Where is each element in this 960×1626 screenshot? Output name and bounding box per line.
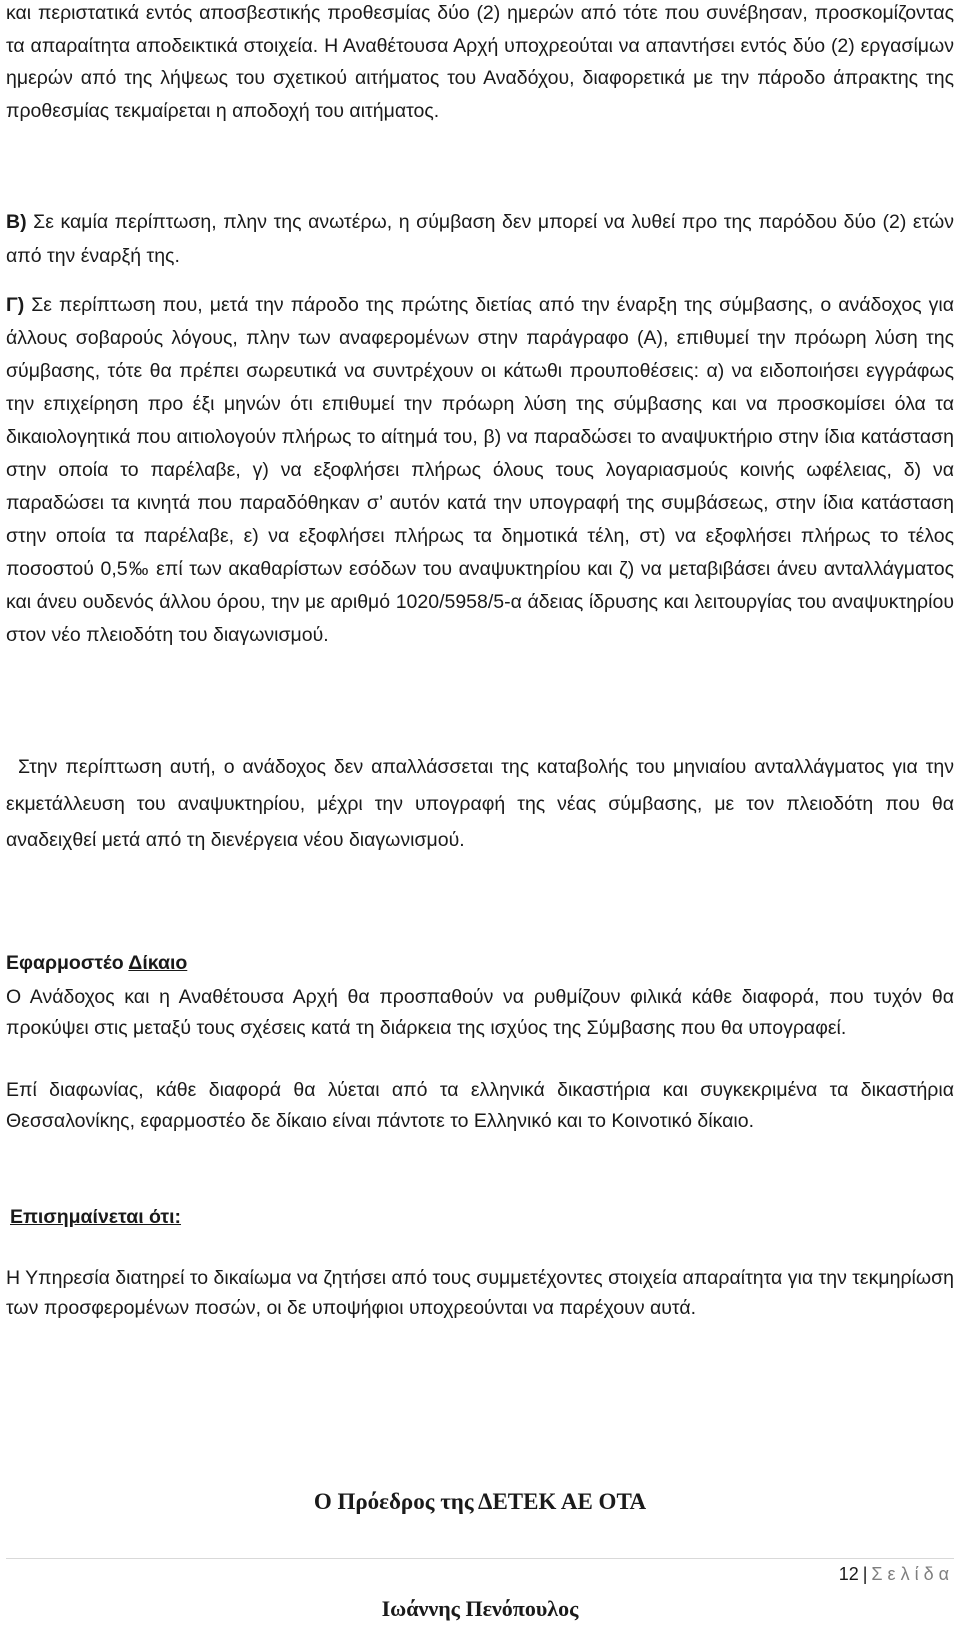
page-label: Σελίδα bbox=[871, 1564, 954, 1584]
applicable-law-heading-part1: Εφαρμοστέο bbox=[6, 952, 129, 974]
applicable-law-paragraph-1: Ο Ανάδοχος και η Αναθέτουσα Αρχή θα προσπαθούν να ρυθμίζουν φιλικά κάθε διαφορά, που τυχόν θα προκύψει στις μεταξύ τους σχέσεις κατά τη διάρκεια της ισχύος της Σύμβασης που θα υπογραφεί. bbox=[6, 986, 954, 1039]
paragraph-c-label: Γ) bbox=[6, 294, 25, 316]
signatory-name: Ιωάννης Πενόπουλος bbox=[381, 1596, 579, 1621]
applicable-law-heading-part2: Δίκαιο bbox=[128, 952, 188, 974]
paragraph-b-label: Β) bbox=[6, 211, 27, 233]
paragraph-b bbox=[6, 205, 954, 273]
page-separator: | bbox=[862, 1564, 868, 1584]
signatory-title: Ο Πρόεδρος της ΔΕΤΕΚ ΑΕ ΟΤΑ bbox=[313, 1489, 647, 1514]
notice-heading: Επισημαίνεται ότι: bbox=[10, 1206, 182, 1228]
paragraph-c-text: Σε περίπτωση που, μετά την πάροδο της πρώτης διετίας από την έναρξη της σύμβασης, ο ανάδοχος για άλλους σοβαρούς λόγους, πλην των αναφερομένων στην παράγραφο (Α), επιθυμεί την πρόωρη λύση της σύμβασης, τότε θα πρέπει σωρευτικά να συντρέχουν οι κάτωθι προυποθέσεις: α) να ειδοποιήσει εγγράφως την επιχείρηση προ έξι μηνών ότι επιθυμεί την πρόωρη λύση της σύμβασης και να προσκομίσει όλα τα δικαιολογητικά που αιτιολογούν πλήρως το αίτημά του, β) να παραδώσει το αναψυκτήριο στην ίδια κατάσταση στην οποία το παρέλαβε, γ) να εξοφλήσει πλήρως όλους τους λογαριασμούς κοινής ωφέλειας, δ) να παραδώσει τα κινητά που παραδόθηκαν σ’ αυτόν κατά την υπογραφή της συμβάσεως, στην ίδια κατάσταση στην οποία τα παρέλαβε, ε) να εξοφλήσει πλήρως τα δημοτικά τέλη, στ) να εξοφλήσει πλήρως το τέλος ποσοστού 0,5‰ επί των ακαθαρίστων εσόδων του αναψυκτηρίου και ζ) να μεταβιβάσει άνευ ανταλλάγματος και άνευ ουδενός άλλου όρου, την με αριθμό 1020/5958/5-α άδειας ίδρυσης και λειτουργίας του αναψυκτηρίου στον νέο πλειοδότη του διαγωνισμού. bbox=[6, 294, 954, 646]
paragraph-c bbox=[6, 289, 954, 652]
paragraph-b-text: Σε καμία περίπτωση, πλην της ανωτέρω, η σύμβαση δεν μπορεί να λυθεί προ της παρόδου δύο (2) ετών από την έναρξή της. bbox=[6, 211, 955, 267]
applicable-law-paragraph-2: Επί διαφωνίας, κάθε διαφορά θα λύεται από τα ελληνικά δικαστήρια και συγκεκριμένα τα δικαστήρια Θεσσαλονίκης, εφαρμοστέο δε δίκαιο είναι πάντοτε το Ελληνικό και το Κοινοτικό δίκαιο. bbox=[6, 1079, 954, 1132]
page-number: 12 bbox=[838, 1564, 859, 1584]
paragraph-continuation: και περιστατικά εντός αποσβεστικής προθεσμίας δύο (2) ημερών από τότε που συνέβησαν, προσκομίζοντας τα απαραίτητα αποδεικτικά στοιχεία. Η Αναθέτουσα Αρχή υποχρεούται να απαντήσει εντός δύο (2) εργασίμων ημερών από της λήψεως του σχετικού αιτήματος του Αναδόχου, διαφορετικά με την πάροδο άπρακτης της προθεσμίας τεκμαίρεται η αποδοχή του αιτήματος. bbox=[6, 2, 954, 122]
notice-paragraph: Η Υπηρεσία διατηρεί το δικαίωμα να ζητήσει από τους συμμετέχοντες στοιχεία απαραίτητα για την τεκμηρίωση των προσφερομένων ποσών, οι δε υποψήφιοι υποχρεούνται να παρέχουν αυτά. bbox=[6, 1267, 954, 1319]
applicable-law-heading bbox=[6, 952, 187, 975]
page-number-footer bbox=[839, 1564, 954, 1585]
footer-divider bbox=[6, 1558, 954, 1559]
paragraph-case: Στην περίπτωση αυτή, ο ανάδοχος δεν απαλλάσσεται της καταβολής του μηνιαίου ανταλλάγματος για την εκμετάλλευση του αναψυκτηρίου, μέχρι την υπογραφή της νέας σύμβασης, με τον πλειοδότη που θα αναδειχθεί μετά από τη διενέργεια νέου διαγωνισμού. bbox=[6, 756, 954, 851]
